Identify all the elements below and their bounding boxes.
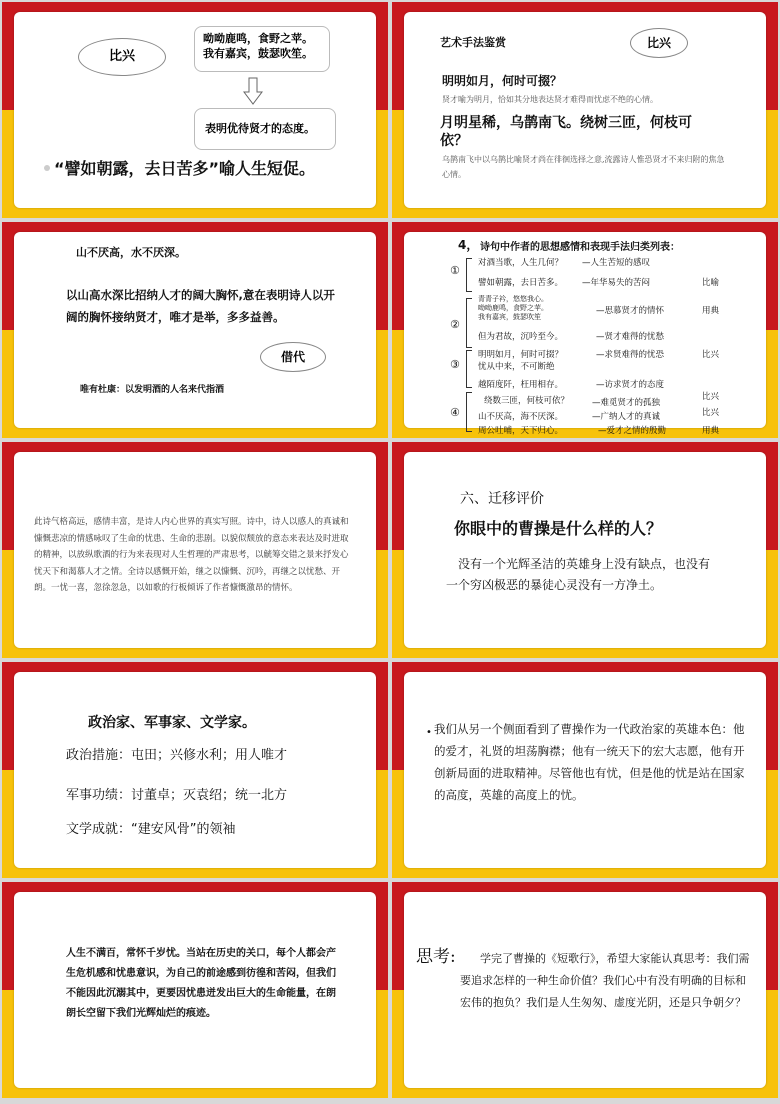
method-text: 比兴 xyxy=(702,350,720,360)
method-text: 比兴 xyxy=(702,408,720,418)
feeling-text: —思慕贤才的情怀 xyxy=(596,306,665,316)
body-text: 没有一个光辉圣洁的英雄身上没有缺点，也没有一个穷凶极恶的暴徒心灵没有一方净土。 xyxy=(446,557,711,592)
feeling-text: —广纳人才的真诚 xyxy=(592,412,661,422)
body-text: 我们从另一个侧面看到了曹操作为一代政治家的英雄本色：他的爱才，礼贤的坦荡胸襟；他有一统天下的宏大志愿，他有开创新局面的进取精神。尽管他也有忧，但是他的忧是站在国家的高度，英雄的高度上的忧。 xyxy=(434,722,745,802)
poem-line: 对酒当歌，人生几何？ xyxy=(478,258,564,268)
poem-line: 绕数三匝，何枝可依？ xyxy=(484,396,570,406)
military-line: 军事功绩：讨董卓；灭袁绍；统一北方 xyxy=(66,788,288,803)
heading-2: 月明星稀，乌鹊南飞。绕树三匝，何枝可依？ xyxy=(440,115,692,149)
bixing-bubble xyxy=(630,28,688,58)
group-bracket xyxy=(466,350,472,388)
slide-title-number: 4， xyxy=(458,238,479,252)
group-bracket xyxy=(466,392,472,432)
poem-line: 我有嘉宾，鼓瑟吹笙 xyxy=(478,313,541,321)
body-text: 学完了曹操的《短歌行》，希望大家能认真思考：我们需要追求怎样的一种生命价值？我们心中有没有明确的目标和宏伟的抱负？我们是人生匆匆、虚度光阴，还是只争朝夕？ xyxy=(460,952,750,1009)
bubble-label: 比兴 xyxy=(108,49,135,64)
poem-line: 呦呦鹿鸣，食野之苹。 xyxy=(478,304,548,312)
group-bracket xyxy=(466,298,472,348)
poem-box xyxy=(194,26,330,72)
feeling-text: —爱才之情的殷勤 xyxy=(598,426,667,436)
poem-line: 譬如朝露，去日苦多。 xyxy=(478,278,564,288)
attitude-text: 表明优待贤才的态度。 xyxy=(205,122,315,135)
slide-3-content xyxy=(14,232,376,428)
feeling-text: —难觅贤才的孤独 xyxy=(592,398,661,408)
poem-line: 但为君故，沉吟至今。 xyxy=(478,332,564,342)
poem-line: 山不厌高，海不厌深。 xyxy=(478,412,564,422)
slide-4[interactable] xyxy=(392,222,778,438)
bullet-dot: • xyxy=(426,727,432,738)
question-heading: 你眼中的曹操是什么样的人？ xyxy=(454,519,663,538)
slide-9-content xyxy=(14,892,376,1088)
bubble-label: 借代 xyxy=(280,350,305,364)
slide-6-content xyxy=(404,452,766,648)
method-text: 用典 xyxy=(702,426,720,436)
feeling-text: —访求贤才的态度 xyxy=(596,380,665,390)
group-number: ③ xyxy=(450,358,460,371)
body-text: 以山高水深比招纳人才的阔大胸怀,意在表明诗人以开阔的胸怀接纳贤才，唯才是举，多多益善。 xyxy=(66,288,335,324)
poem-line: 越陌度阡，枉用相存。 xyxy=(478,380,564,390)
politics-line: 政治措施：屯田；兴修水利；用人唯才 xyxy=(66,748,288,763)
method-text: 用典 xyxy=(702,306,720,316)
poem-line: 周公吐哺，天下归心。 xyxy=(478,426,564,436)
slide-8[interactable] xyxy=(392,662,778,878)
slide-7-content xyxy=(14,672,376,868)
slide-1[interactable] xyxy=(2,2,388,218)
method-text: 比喻 xyxy=(702,278,720,288)
explanation-1: 贤才喻为明月，恰如其分地表达贤才难得而忧虑不绝的心情。 xyxy=(442,95,658,104)
slide-5[interactable] xyxy=(2,442,388,658)
feeling-text: —求贤难得的忧恐 xyxy=(596,350,665,360)
slide-4-content xyxy=(404,232,766,436)
slide-10-content xyxy=(404,892,766,1088)
slide-2-content xyxy=(404,12,766,208)
slide-5-content xyxy=(14,452,376,648)
heading-1: 明明如月，何时可掇？ xyxy=(442,74,563,88)
section-heading: 六、迁移评价 xyxy=(460,491,544,507)
group-number: ④ xyxy=(450,406,460,419)
literature-line: 文学成就：“建安风骨”的领袖 xyxy=(66,822,236,837)
analysis-text: 此诗气格高远，感情丰富，是诗人内心世界的真实写照。诗中，诗人以感人的真诚和慷慨悲凉的情感咏叹了生命的忧患、生命的悲剧。以貌似颓放的意态来表达及时进取的精神，以放纵歌酒的行为来表现对人生哲理的严肃思考，以觥筹交错之景来抒发心忧天下和渴慕人才之情。全诗以感慨开始，继之以慷慨、沉吟，再继之以忧愁、开朗。一忧一喜，忽徐忽急，以如歌的行板倾诉了作者慷慨激昂的情怀。 xyxy=(34,517,349,593)
group-number: ② xyxy=(450,318,460,331)
quote-text: “譬如朝露，去日苦多”喻人生短促。 xyxy=(54,159,316,178)
slide-6[interactable] xyxy=(392,442,778,658)
slide-3[interactable] xyxy=(2,222,388,438)
feeling-text: —贤才难得的忧愁 xyxy=(596,332,665,342)
poem-line: 我有嘉宾，鼓瑟吹笙。 xyxy=(203,47,313,60)
explanation-2: 乌鹊南飞中以乌鹊比喻贤才尚在徘徊选择之意,流露诗人惟恐贤才不来归附的焦急心情。 xyxy=(442,155,725,179)
slide-title: 山不厌高，水不厌深。 xyxy=(76,246,186,259)
bubble-label: 比兴 xyxy=(646,36,671,50)
slide-title: 艺术手法鉴赏 xyxy=(440,36,506,49)
slide-7[interactable] xyxy=(2,662,388,878)
jiedai-bubble xyxy=(260,342,326,372)
slide-1-content xyxy=(14,12,376,208)
method-text: 比兴 xyxy=(702,392,720,402)
slide-2[interactable] xyxy=(392,2,778,218)
group-number: ① xyxy=(450,264,460,277)
feeling-text: —年华易失的苦闷 xyxy=(582,278,651,288)
group-bracket xyxy=(466,258,472,292)
slide-10[interactable] xyxy=(392,882,778,1098)
slide-title: 诗句中作者的思想感情和表现手法归类列表： xyxy=(480,242,680,253)
attitude-box xyxy=(194,108,336,150)
slide-9[interactable] xyxy=(2,882,388,1098)
feeling-text: —人生苦短的感叹 xyxy=(582,258,651,268)
down-arrow-icon xyxy=(244,78,262,104)
poem-line: 明明如月，何时可掇？ xyxy=(478,350,564,360)
body-text: 人生不满百，常怀千岁忧。当站在历史的关口，每个人都会产生危机感和忧患意识，为自己的前途感到彷徨和苦闷，但我们不能因此沉溺其中，更要因忧患迸发出巨大的生命能量，在朗朗长空留下我们光辉灿烂的痕迹。 xyxy=(66,948,336,1019)
bixing-bubble xyxy=(78,38,166,76)
slide-8-content xyxy=(404,672,766,868)
slide-title: 政治家、军事家、文学家。 xyxy=(88,715,256,731)
poem-line: 呦呦鹿鸣，食野之苹。 xyxy=(203,32,313,45)
poem-line: 青青子衿，悠悠我心。 xyxy=(478,295,548,303)
think-label: 思考: xyxy=(416,947,456,967)
poem-line: 忧从中来，不可断绝 xyxy=(478,362,555,372)
note-text: 唯有杜康：以发明酒的人名来代指酒 xyxy=(80,385,225,395)
